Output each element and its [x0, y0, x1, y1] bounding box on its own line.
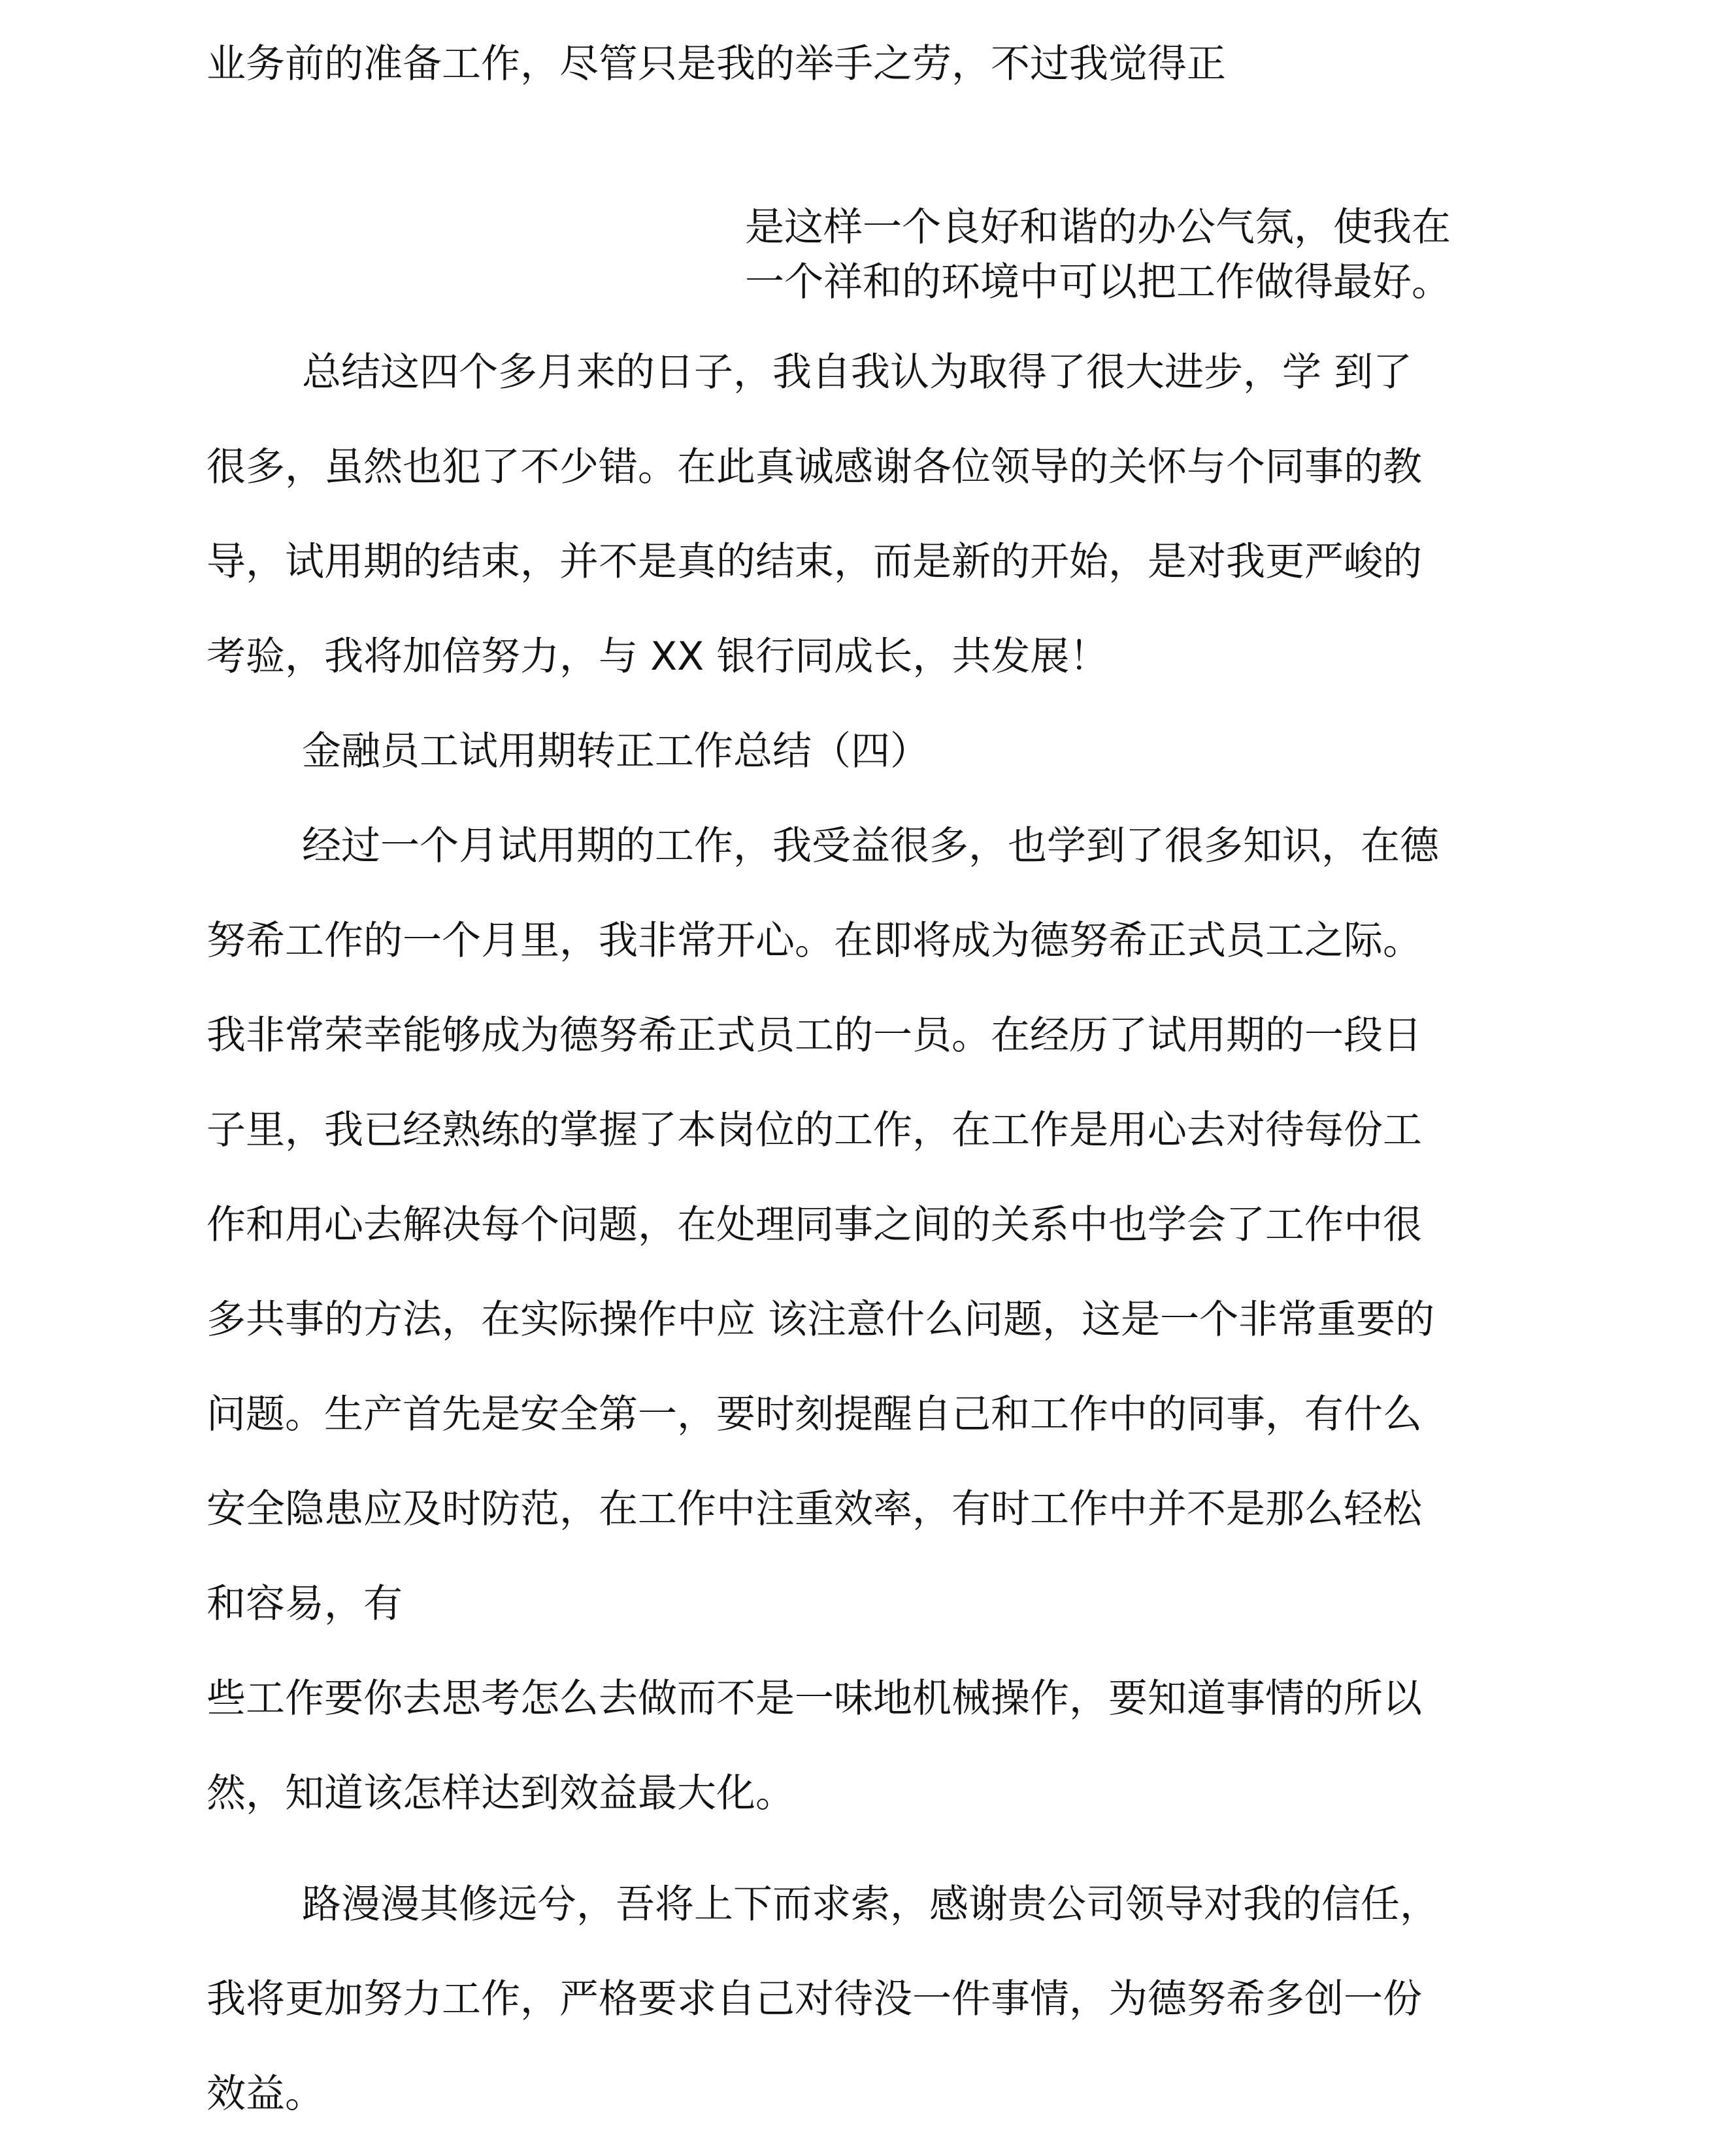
text-line-11: 我非常荣幸能够成为德努希正式员工的一员。在经历了试用期的一段日	[207, 1013, 1422, 1058]
section-heading: 金融员工试用期转正工作总结（四）	[302, 728, 929, 774]
text-line-4: 总结这四个多月来的日子，我自我认为取得了很大进步，学 到了	[302, 350, 1413, 395]
text-line-16: 安全隐患应及时防范，在工作中注重效率，有时工作中并不是那么轻松	[207, 1486, 1422, 1532]
text-line-5: 很多，虽然也犯了不少错。在此真诚感谢各位领导的关怀与个同事的教	[207, 444, 1422, 490]
text-line-12: 子里，我已经熟练的掌握了本岗位的工作，在工作是用心去对待每份工	[207, 1107, 1422, 1153]
text-line-19: 然，知道该怎样达到效益最大化。	[207, 1771, 795, 1816]
text-line-18: 些工作要你去思考怎么去做而不是一味地机械操作，要知道事情的所以	[207, 1676, 1422, 1722]
text-line-20: 路漫漫其修远兮，吾将上下而求索，感谢贵公司领导对我的信任，	[302, 1882, 1439, 1927]
text-line-22: 效益。	[207, 2071, 324, 2117]
text-line-9: 经过一个月试用期的工作，我受益很多，也学到了很多知识，在德	[302, 823, 1439, 869]
text-line-17: 和容易，有	[207, 1581, 403, 1627]
text-line-21: 我将更加努力工作，严格要求自己对待没一件事情，为德努希多创一份	[207, 1976, 1422, 2022]
text-line-6: 导，试用期的结束，并不是真的结束，而是新的开始，是对我更严峻的	[207, 539, 1422, 585]
text-line-2: 是这样一个良好和谐的办公气氛，使我在	[745, 204, 1451, 250]
text-line-3: 一个祥和的环境中可以把工作做得最好。	[745, 259, 1451, 305]
text-line-10: 努希工作的一个月里，我非常开心。在即将成为德努希正式员工之际。	[207, 918, 1422, 964]
text-line-13: 作和用心去解决每个问题，在处理同事之间的关系中也学会了工作中很	[207, 1202, 1422, 1248]
text-line-15: 问题。生产首先是安全第一，要时刻提醒自己和工作中的同事，有什么	[207, 1392, 1422, 1437]
text-line-1: 业务前的准备工作，尽管只是我的举手之劳，不过我觉得正	[207, 41, 1226, 87]
text-line-7: 考验，我将加倍努力，与 XX 银行同成长，共发展！	[207, 634, 1109, 679]
text-line-14: 多共事的方法，在实际操作中应 该注意什么问题，这是一个非常重要的	[207, 1297, 1435, 1343]
